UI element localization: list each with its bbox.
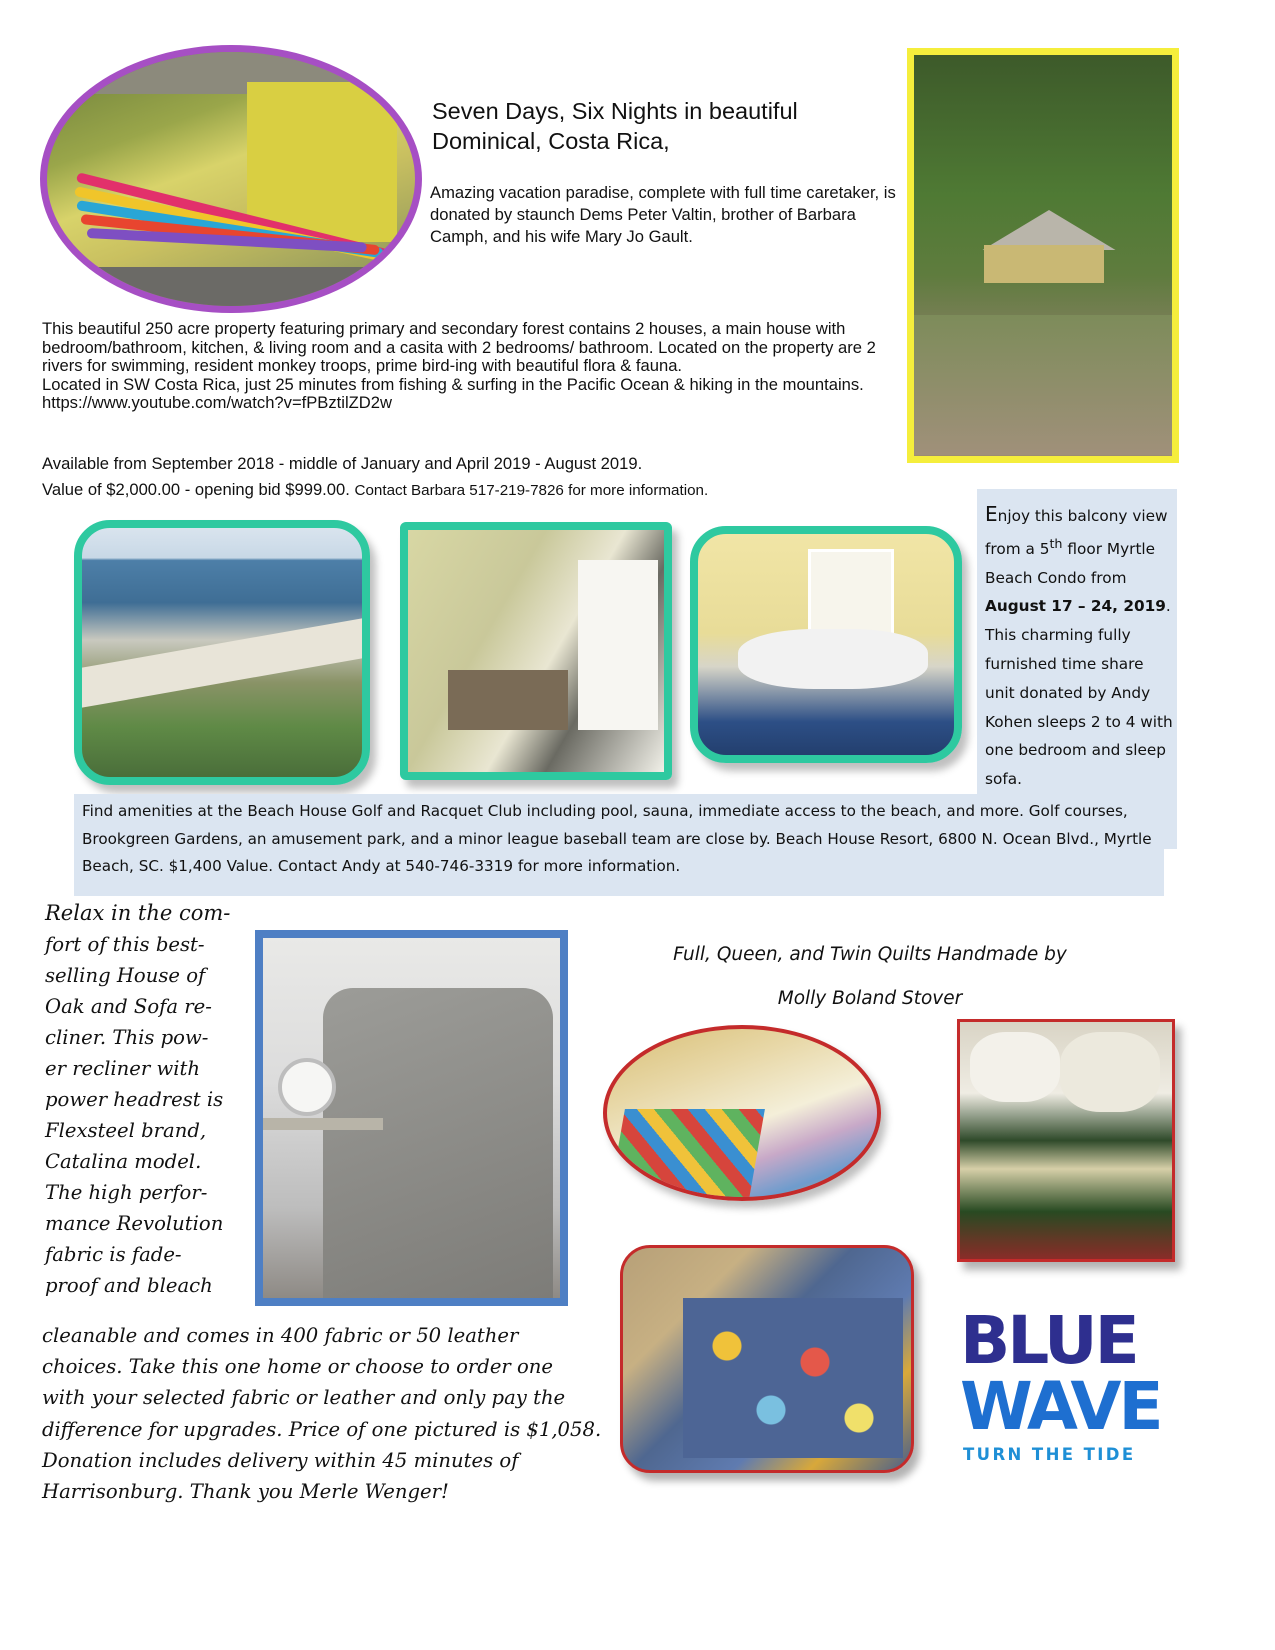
quilts-title-line2: Molly Boland Stover [777,988,963,1009]
quilts-title-line1: Full, Queen, and Twin Quilts Handmade by [673,944,1067,965]
side-intro-text: njoy this balcony view from a 5 [985,507,1168,558]
quilt-patchwork-photo [603,1025,881,1201]
hammock-photo [40,45,422,313]
costa-rica-value [42,480,708,500]
side-floor-text: floor Myrtle Beach Condo from [985,539,1156,587]
logo-tagline: TURN THE TIDE [963,1445,1136,1464]
recliner-line: Relax in the com- [45,901,231,925]
recliner-description-column [45,898,255,1301]
recliner-description-continued: cleanable and comes in 400 fabric or 50 leather choices. Take this one home or choose to order one with your selected fabric or leather and only pay the difference for upgrades. Price of one pictured is $1,058. Donation includes delivery within 45 minutes of Harrisonburg. Thank you Merle Wenger! [42,1324,602,1504]
beach-photo [74,520,370,785]
myrtle-beach-amenities: Find amenities at the Beach House Golf and Racquet Club including pool, sauna, immediate access to the beach, and more. Golf courses, Brookgreen Gardens, an amusement park, and a minor league baseball team are close by. Beach House Resort, 6800 N. Ocean Blvd., Myrtle Beach, SC. $1,400 Value. Contact Andy at 540-746-3319 for more information. [82,802,1152,875]
costa-rica-contact: Contact Barbara 517-219-7826 for more information. [354,482,709,499]
recliner-line: The high perfor- [45,1181,208,1204]
recliner-line: mance Revolution [45,1212,224,1235]
costa-rica-body [42,320,902,413]
stay-dates: August 17 – 24, 2019 [985,597,1166,616]
recliner-line: Catalina model. [45,1150,202,1173]
costa-rica-title: Seven Days, Six Nights in beautiful Dominical, Costa Rica, [432,98,798,154]
recliner-line: selling House of [45,964,206,987]
recliner-line: cliner. This pow- [45,1026,209,1049]
quilt-stars-photo [957,1019,1175,1262]
recliner-line: er recliner with [45,1057,200,1080]
costa-rica-intro: Amazing vacation paradise, complete with full time caretaker, is donated by staunch Dems Peter Valtin, brother of Barbara Camph, and his wife Mary Jo Gault. [430,183,896,246]
myrtle-beach-description [985,500,1177,794]
side-rest-text: . This charming fully furnished time share unit donated by Andy Kohen sleeps 2 to 4 with one bedroom and sleep sofa. [985,597,1173,789]
costa-rica-video-link[interactable]: https://www.youtube.com/watch?v=fPBztilZD2w [42,393,392,413]
logo-line-wave: WAVE [960,1368,1161,1445]
ordinal-suffix: th [1049,536,1063,552]
costa-rica-forest-photo [907,48,1179,463]
recliner-line: Flexsteel brand, [45,1119,207,1142]
dining-photo [690,526,962,763]
quilts-title [600,933,1140,1021]
recliner-line: proof and bleach [45,1274,213,1297]
recliner-photo [255,930,568,1306]
costa-rica-availability: Available from September 2018 - middle of January and April 2019 - August 2019. [42,454,643,473]
costa-rica-location: Located in SW Costa Rica, just 25 minutes from fishing & surfing in the Pacific Ocean & hiking in the mountains. [42,374,864,394]
drop-cap: E [985,502,998,526]
blue-wave-logo [960,1302,1161,1470]
recliner-line: Oak and Sofa re- [45,995,212,1018]
recliner-line: fabric is fade- [45,1243,182,1266]
costa-rica-price: Value of $2,000.00 - opening bid $999.00. [42,480,350,499]
recliner-line: fort of this best- [45,933,205,956]
kitchen-photo [400,522,672,780]
logo-line-blue: BLUE [960,1302,1137,1379]
quilt-hexagon-photo [620,1245,914,1473]
costa-rica-description: This beautiful 250 acre property featuring primary and secondary forest contains 2 houses, a main house with bedroom/bathroom, kitchen, & living room and a casita with 2 bedrooms/ bathroom. Located on the property are 2 rivers for swimming, resident monkey troops, prime bird-ing with beautiful flora & fauna. [42,319,876,376]
recliner-line: power headrest is [45,1088,224,1111]
